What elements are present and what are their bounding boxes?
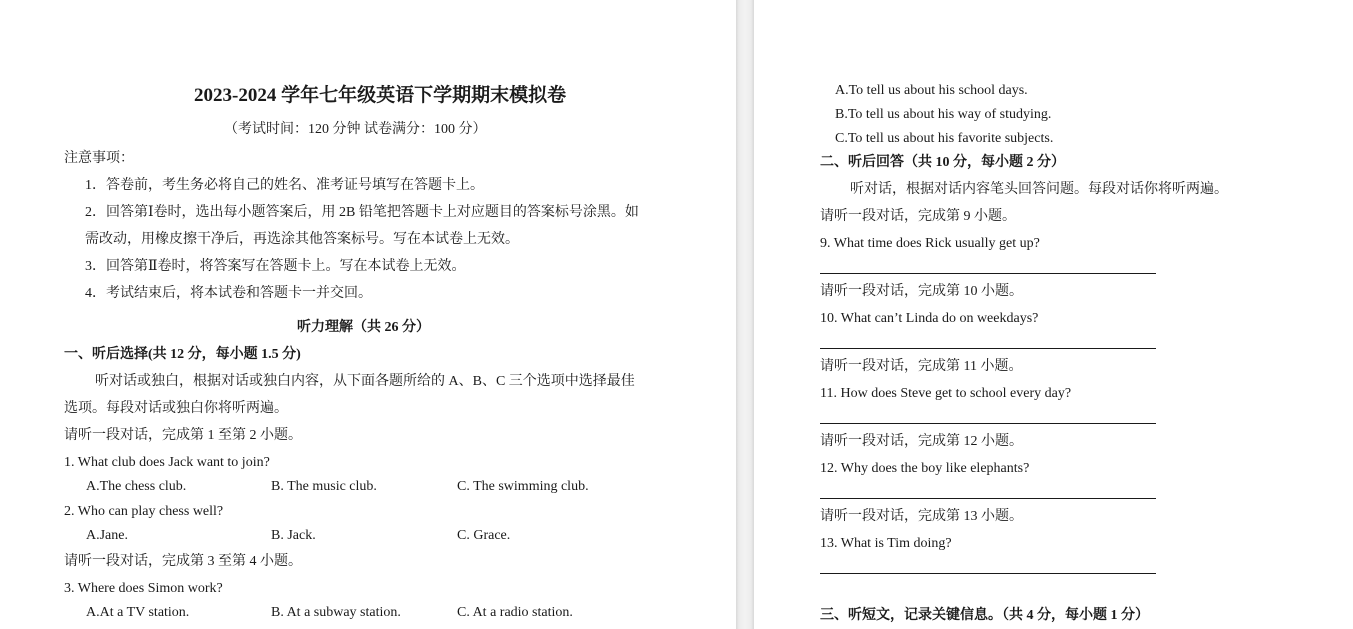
option-a: A.The chess club. <box>86 479 187 494</box>
document-page-right <box>754 0 1353 629</box>
question-text: 3. Where does Simon work? <box>64 581 223 596</box>
option-c: C. Grace. <box>457 528 511 543</box>
question-text: 2. Who can play chess well? <box>64 504 224 519</box>
section-heading: 二、听后回答（共 10 分，每小题 2 分） <box>820 155 1065 170</box>
listening-prompt: 请听一段对话，完成第 1 至第 2 小题。 <box>64 428 302 443</box>
listening-prompt: 请听一段对话，完成第 10 小题。 <box>820 284 1023 299</box>
notice-heading: 注意事项： <box>64 151 134 166</box>
exam-title: 2023-2024 学年七年级英语下学期期末模拟卷 <box>194 85 567 106</box>
page-gutter <box>736 0 754 629</box>
notice-item: 4．考试结束后，将本试卷和答题卡一并交回。 <box>85 286 372 301</box>
notice-item: 2．回答第Ⅰ卷时，选出每小题答案后，用 2B 铅笔把答题卡上对应题目的答案标号涂黑。如 <box>85 205 639 220</box>
answer-line[interactable] <box>820 348 1156 349</box>
notice-item-continued: 需改动，用橡皮擦干净后，再选涂其他答案标号。写在本试卷上无效。 <box>85 232 519 247</box>
part-heading: 听力理解（共 26 分） <box>297 320 430 335</box>
section-heading: 三、听短文，记录关键信息。（共 4 分，每小题 1 分） <box>820 608 1149 623</box>
listening-prompt: 请听一段对话，完成第 3 至第 4 小题。 <box>64 554 302 569</box>
option-c: C.To tell us about his favorite subjects. <box>835 131 1054 146</box>
question-text: 13. What is Tim doing? <box>820 536 952 551</box>
section-heading: 一、听后选择(共 12 分，每小题 1.5 分) <box>64 347 301 362</box>
listening-prompt: 请听一段对话，完成第 11 小题。 <box>820 359 1023 374</box>
answer-line[interactable] <box>820 498 1156 499</box>
option-c: C. At a radio station. <box>457 605 573 620</box>
answer-line[interactable] <box>820 273 1156 274</box>
notice-item: 3．回答第Ⅱ卷时，将答案写在答题卡上。写在本试卷上无效。 <box>85 259 466 274</box>
section-instruction: 选项。每段对话或独白你将听两遍。 <box>64 401 288 416</box>
listening-prompt: 请听一段对话，完成第 9 小题。 <box>820 209 1016 224</box>
option-b: B.To tell us about his way of studying. <box>835 107 1052 122</box>
listening-prompt: 请听一段对话，完成第 13 小题。 <box>820 509 1023 524</box>
option-a: A.Jane. <box>86 528 128 543</box>
answer-line[interactable] <box>820 423 1156 424</box>
question-text: 12. Why does the boy like elephants? <box>820 461 1030 476</box>
answer-line[interactable] <box>820 573 1156 574</box>
question-text: 1. What club does Jack want to join? <box>64 455 270 470</box>
notice-item: 1．答卷前，考生务必将自己的姓名、准考证号填写在答题卡上。 <box>85 178 484 193</box>
section-instruction: 听对话或独白，根据对话或独白内容，从下面各题所给的 A、B、C 三个选项中选择最佳 <box>95 374 635 389</box>
section-instruction: 听对话，根据对话内容笔头回答问题。每段对话你将听两遍。 <box>850 182 1228 197</box>
option-b: B. The music club. <box>271 479 377 494</box>
exam-subtitle: （考试时间：120 分钟 试卷满分：100 分） <box>224 122 487 137</box>
question-text: 9. What time does Rick usually get up? <box>820 236 1040 251</box>
option-b: B. Jack. <box>271 528 316 543</box>
question-text: 11. How does Steve get to school every day? <box>820 386 1072 401</box>
question-text: 10. What can’t Linda do on weekdays? <box>820 311 1039 326</box>
listening-prompt: 请听一段对话，完成第 12 小题。 <box>820 434 1023 449</box>
option-a: A.To tell us about his school days. <box>835 83 1028 98</box>
option-a: A.At a TV station. <box>86 605 190 620</box>
option-c: C. The swimming club. <box>457 479 589 494</box>
option-b: B. At a subway station. <box>271 605 401 620</box>
